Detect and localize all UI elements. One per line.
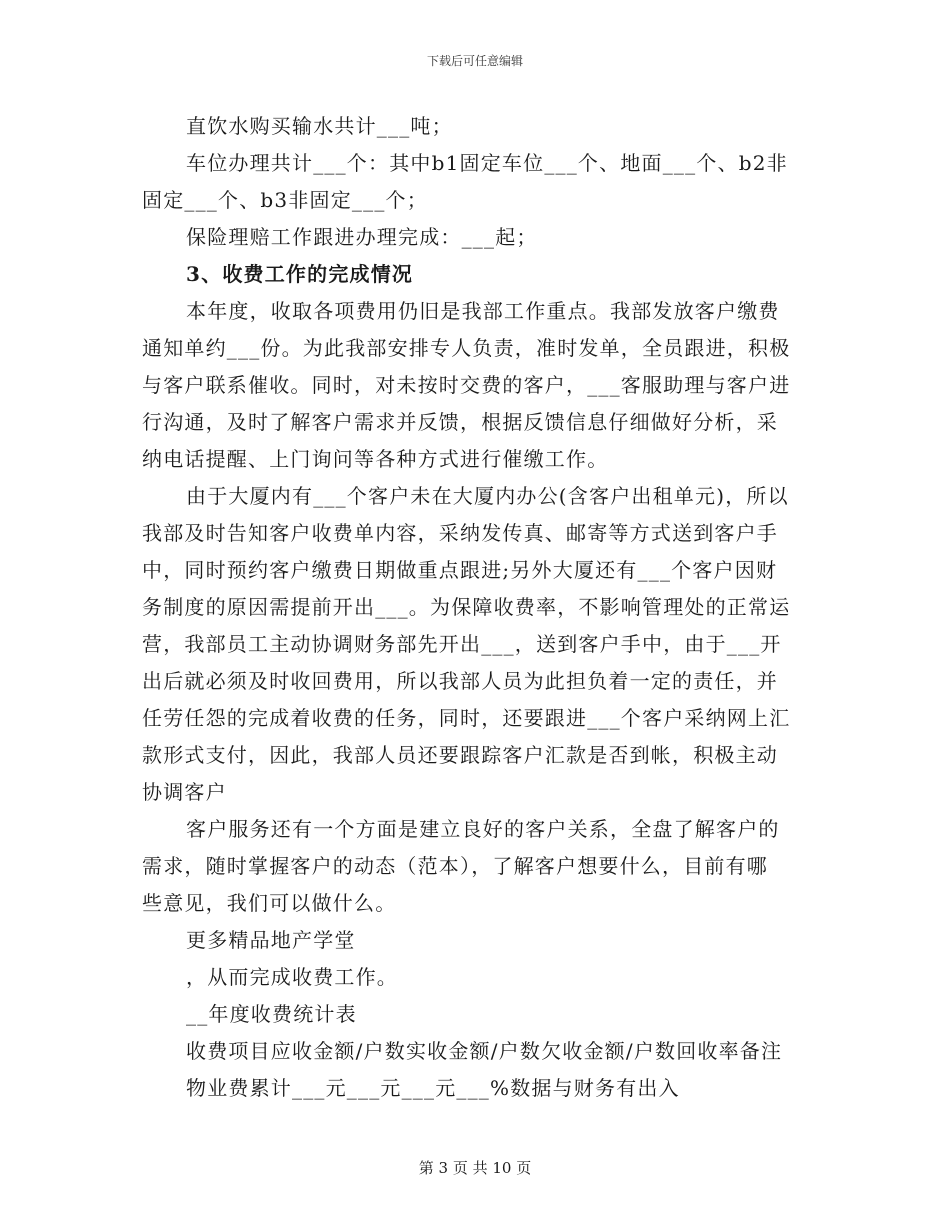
text-line: 出后就必须及时收回费用，所以我部人员为此担负着一定的责任，并 xyxy=(142,669,778,693)
text-line: 更多精品地产学堂 xyxy=(186,928,356,952)
document-body xyxy=(142,108,810,1107)
text-line: 通知单约___份。为此我部安排专人负责，准时发单，全员跟进，积极 xyxy=(142,336,791,360)
text-line: 务制度的原因需提前开出___。为保障收费率，不影响管理处的正常运 xyxy=(142,595,791,619)
text-line: 我部及时告知客户收费单内容，采纳发传真、邮寄等方式送到客户手 xyxy=(142,521,778,545)
text-line: 中，同时预约客户缴费日期做重点跟进;另外大厦还有___个客户因财 xyxy=(142,558,778,582)
text-line: 车位办理共计___个：其中b1固定车位___个、地面___个、b2非 xyxy=(186,151,788,175)
page-footer: 第 3 页 共 10 页 xyxy=(418,1159,532,1177)
text-line: 任劳任怨的完成着收费的任务，同时，还要跟进___个客户采纳网上汇 xyxy=(142,706,791,730)
text-line: 营，我部员工主动协调财务部先开出___，送到客户手中，由于___开 xyxy=(142,632,782,656)
table-title: __年度收费统计表 xyxy=(186,1002,357,1026)
text-line: 纳电话提醒、上门询问等各种方式进行催缴工作。 xyxy=(142,447,609,471)
text-line: 与客户联系催收。同时，对未按时交费的客户，___客服助理与客户进 xyxy=(142,373,791,397)
text-line: 行沟通，及时了解客户需求并反馈，根据反馈信息仔细做好分析，采 xyxy=(142,410,778,434)
text-line: 直饮水购买输水共计___吨； xyxy=(186,114,453,138)
text-line: 由于大厦内有___个客户未在大厦内办公(含客户出租单元)，所以 xyxy=(186,484,789,508)
page-header: 下载后可任意编辑 xyxy=(426,54,523,68)
table-header-row: 收费项目应收金额/户数实收金额/户数欠收金额/户数回收率备注 xyxy=(186,1039,783,1063)
text-line: 本年度，收取各项费用仍旧是我部工作重点。我部发放客户缴费 xyxy=(186,299,780,323)
text-line: 些意见，我们可以做什么。 xyxy=(142,891,397,915)
text-line: 客户服务还有一个方面是建立良好的客户关系，全盘了解客户的 xyxy=(186,817,780,841)
text-line: 固定___个、b3非固定___个； xyxy=(142,188,428,212)
text-line: 保险理赔工作跟进办理完成：___起； xyxy=(186,225,538,249)
text-line: 协调客户 xyxy=(142,780,227,804)
section-heading: 3、收费工作的完成情况 xyxy=(186,262,414,286)
table-row: 物业费累计___元___元___元___%数据与财务有出入 xyxy=(186,1076,680,1100)
text-line: 款形式支付，因此，我部人员还要跟踪客户汇款是否到帐，积极主动 xyxy=(142,743,778,767)
text-line: ，从而完成收费工作。 xyxy=(186,965,398,989)
text-line: 需求，随时掌握客户的动态（范本），了解客户想要什么，目前有哪 xyxy=(142,854,768,878)
